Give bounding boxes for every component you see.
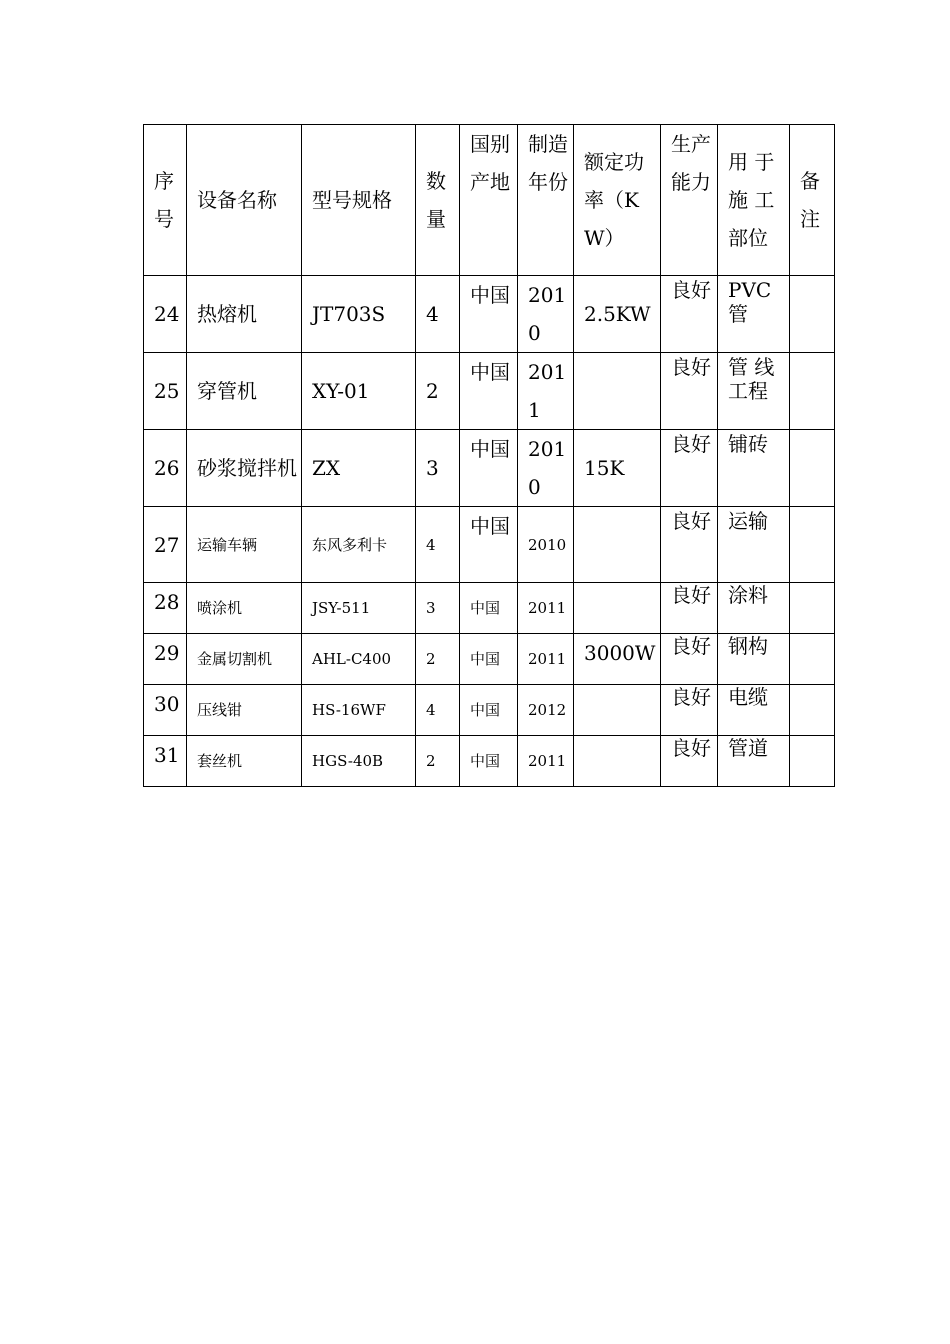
equipment-table	[143, 124, 835, 787]
cell-model: HS-16WF	[302, 685, 416, 736]
cell-power	[574, 507, 661, 583]
cell-origin: 中国	[460, 583, 518, 634]
cell-name: 穿管机	[187, 353, 302, 430]
cell-origin: 中国	[460, 430, 518, 507]
header-qty: 数量	[416, 125, 460, 276]
table-header-row	[144, 125, 835, 276]
cell-capacity: 良好	[661, 353, 718, 430]
cell-name: 金属切割机	[187, 634, 302, 685]
cell-origin: 中国	[460, 507, 518, 583]
cell-remark	[790, 353, 835, 430]
cell-name: 喷涂机	[187, 583, 302, 634]
cell-model: AHL-C400	[302, 634, 416, 685]
table-row	[144, 583, 835, 634]
cell-model: JSY-511	[302, 583, 416, 634]
cell-capacity: 良好	[661, 685, 718, 736]
cell-seq: 25	[144, 353, 187, 430]
cell-year: 2012	[518, 685, 574, 736]
cell-usage: 涂料	[718, 583, 790, 634]
table-row	[144, 685, 835, 736]
cell-name: 运输车辆	[187, 507, 302, 583]
cell-capacity: 良好	[661, 430, 718, 507]
cell-power: 3000W	[574, 634, 661, 685]
cell-usage: 管 线工程	[718, 353, 790, 430]
cell-capacity: 良好	[661, 634, 718, 685]
cell-qty: 2	[416, 634, 460, 685]
cell-name: 套丝机	[187, 736, 302, 787]
table-row	[144, 507, 835, 583]
cell-power: 2.5KW	[574, 276, 661, 353]
cell-usage: 管道	[718, 736, 790, 787]
cell-origin: 中国	[460, 685, 518, 736]
cell-year: 2011	[518, 634, 574, 685]
header-origin: 国别产地	[460, 125, 518, 276]
header-model: 型号规格	[302, 125, 416, 276]
cell-year: 2011	[518, 736, 574, 787]
cell-seq: 31	[144, 736, 187, 787]
cell-seq: 28	[144, 583, 187, 634]
cell-qty: 4	[416, 685, 460, 736]
cell-qty: 2	[416, 736, 460, 787]
cell-usage: 钢构	[718, 634, 790, 685]
cell-seq: 27	[144, 507, 187, 583]
cell-year: 2010	[518, 276, 574, 353]
header-name: 设备名称	[187, 125, 302, 276]
cell-model: ZX	[302, 430, 416, 507]
cell-remark	[790, 736, 835, 787]
cell-remark	[790, 430, 835, 507]
cell-qty: 4	[416, 507, 460, 583]
cell-year: 2011	[518, 353, 574, 430]
cell-name: 压线钳	[187, 685, 302, 736]
table-row	[144, 634, 835, 685]
cell-power	[574, 685, 661, 736]
table-row	[144, 430, 835, 507]
cell-seq: 30	[144, 685, 187, 736]
cell-power	[574, 736, 661, 787]
cell-remark	[790, 276, 835, 353]
header-power: 额定功率（KW）	[574, 125, 661, 276]
table-row	[144, 353, 835, 430]
header-capacity: 生产能力	[661, 125, 718, 276]
cell-qty: 2	[416, 353, 460, 430]
cell-qty: 3	[416, 583, 460, 634]
cell-qty: 4	[416, 276, 460, 353]
cell-qty: 3	[416, 430, 460, 507]
header-seq: 序号	[144, 125, 187, 276]
cell-capacity: 良好	[661, 507, 718, 583]
cell-year: 2010	[518, 430, 574, 507]
header-year: 制造年份	[518, 125, 574, 276]
cell-model: 东风多利卡	[302, 507, 416, 583]
cell-usage: 铺砖	[718, 430, 790, 507]
cell-capacity: 良好	[661, 583, 718, 634]
cell-power	[574, 353, 661, 430]
cell-origin: 中国	[460, 353, 518, 430]
cell-year: 2010	[518, 507, 574, 583]
table-row	[144, 276, 835, 353]
cell-name: 热熔机	[187, 276, 302, 353]
cell-seq: 29	[144, 634, 187, 685]
cell-origin: 中国	[460, 634, 518, 685]
cell-year: 2011	[518, 583, 574, 634]
cell-seq: 24	[144, 276, 187, 353]
header-usage: 用 于施 工部位	[718, 125, 790, 276]
cell-remark	[790, 634, 835, 685]
cell-origin: 中国	[460, 276, 518, 353]
cell-model: XY-01	[302, 353, 416, 430]
table-row	[144, 736, 835, 787]
cell-power: 15K	[574, 430, 661, 507]
cell-remark	[790, 685, 835, 736]
header-remark: 备注	[790, 125, 835, 276]
cell-usage: PVC管	[718, 276, 790, 353]
cell-capacity: 良好	[661, 276, 718, 353]
cell-usage: 电缆	[718, 685, 790, 736]
cell-seq: 26	[144, 430, 187, 507]
cell-usage: 运输	[718, 507, 790, 583]
cell-capacity: 良好	[661, 736, 718, 787]
cell-model: HGS-40B	[302, 736, 416, 787]
cell-power	[574, 583, 661, 634]
cell-remark	[790, 583, 835, 634]
cell-remark	[790, 507, 835, 583]
cell-name: 砂浆搅拌机	[187, 430, 302, 507]
cell-model: JT703S	[302, 276, 416, 353]
cell-origin: 中国	[460, 736, 518, 787]
